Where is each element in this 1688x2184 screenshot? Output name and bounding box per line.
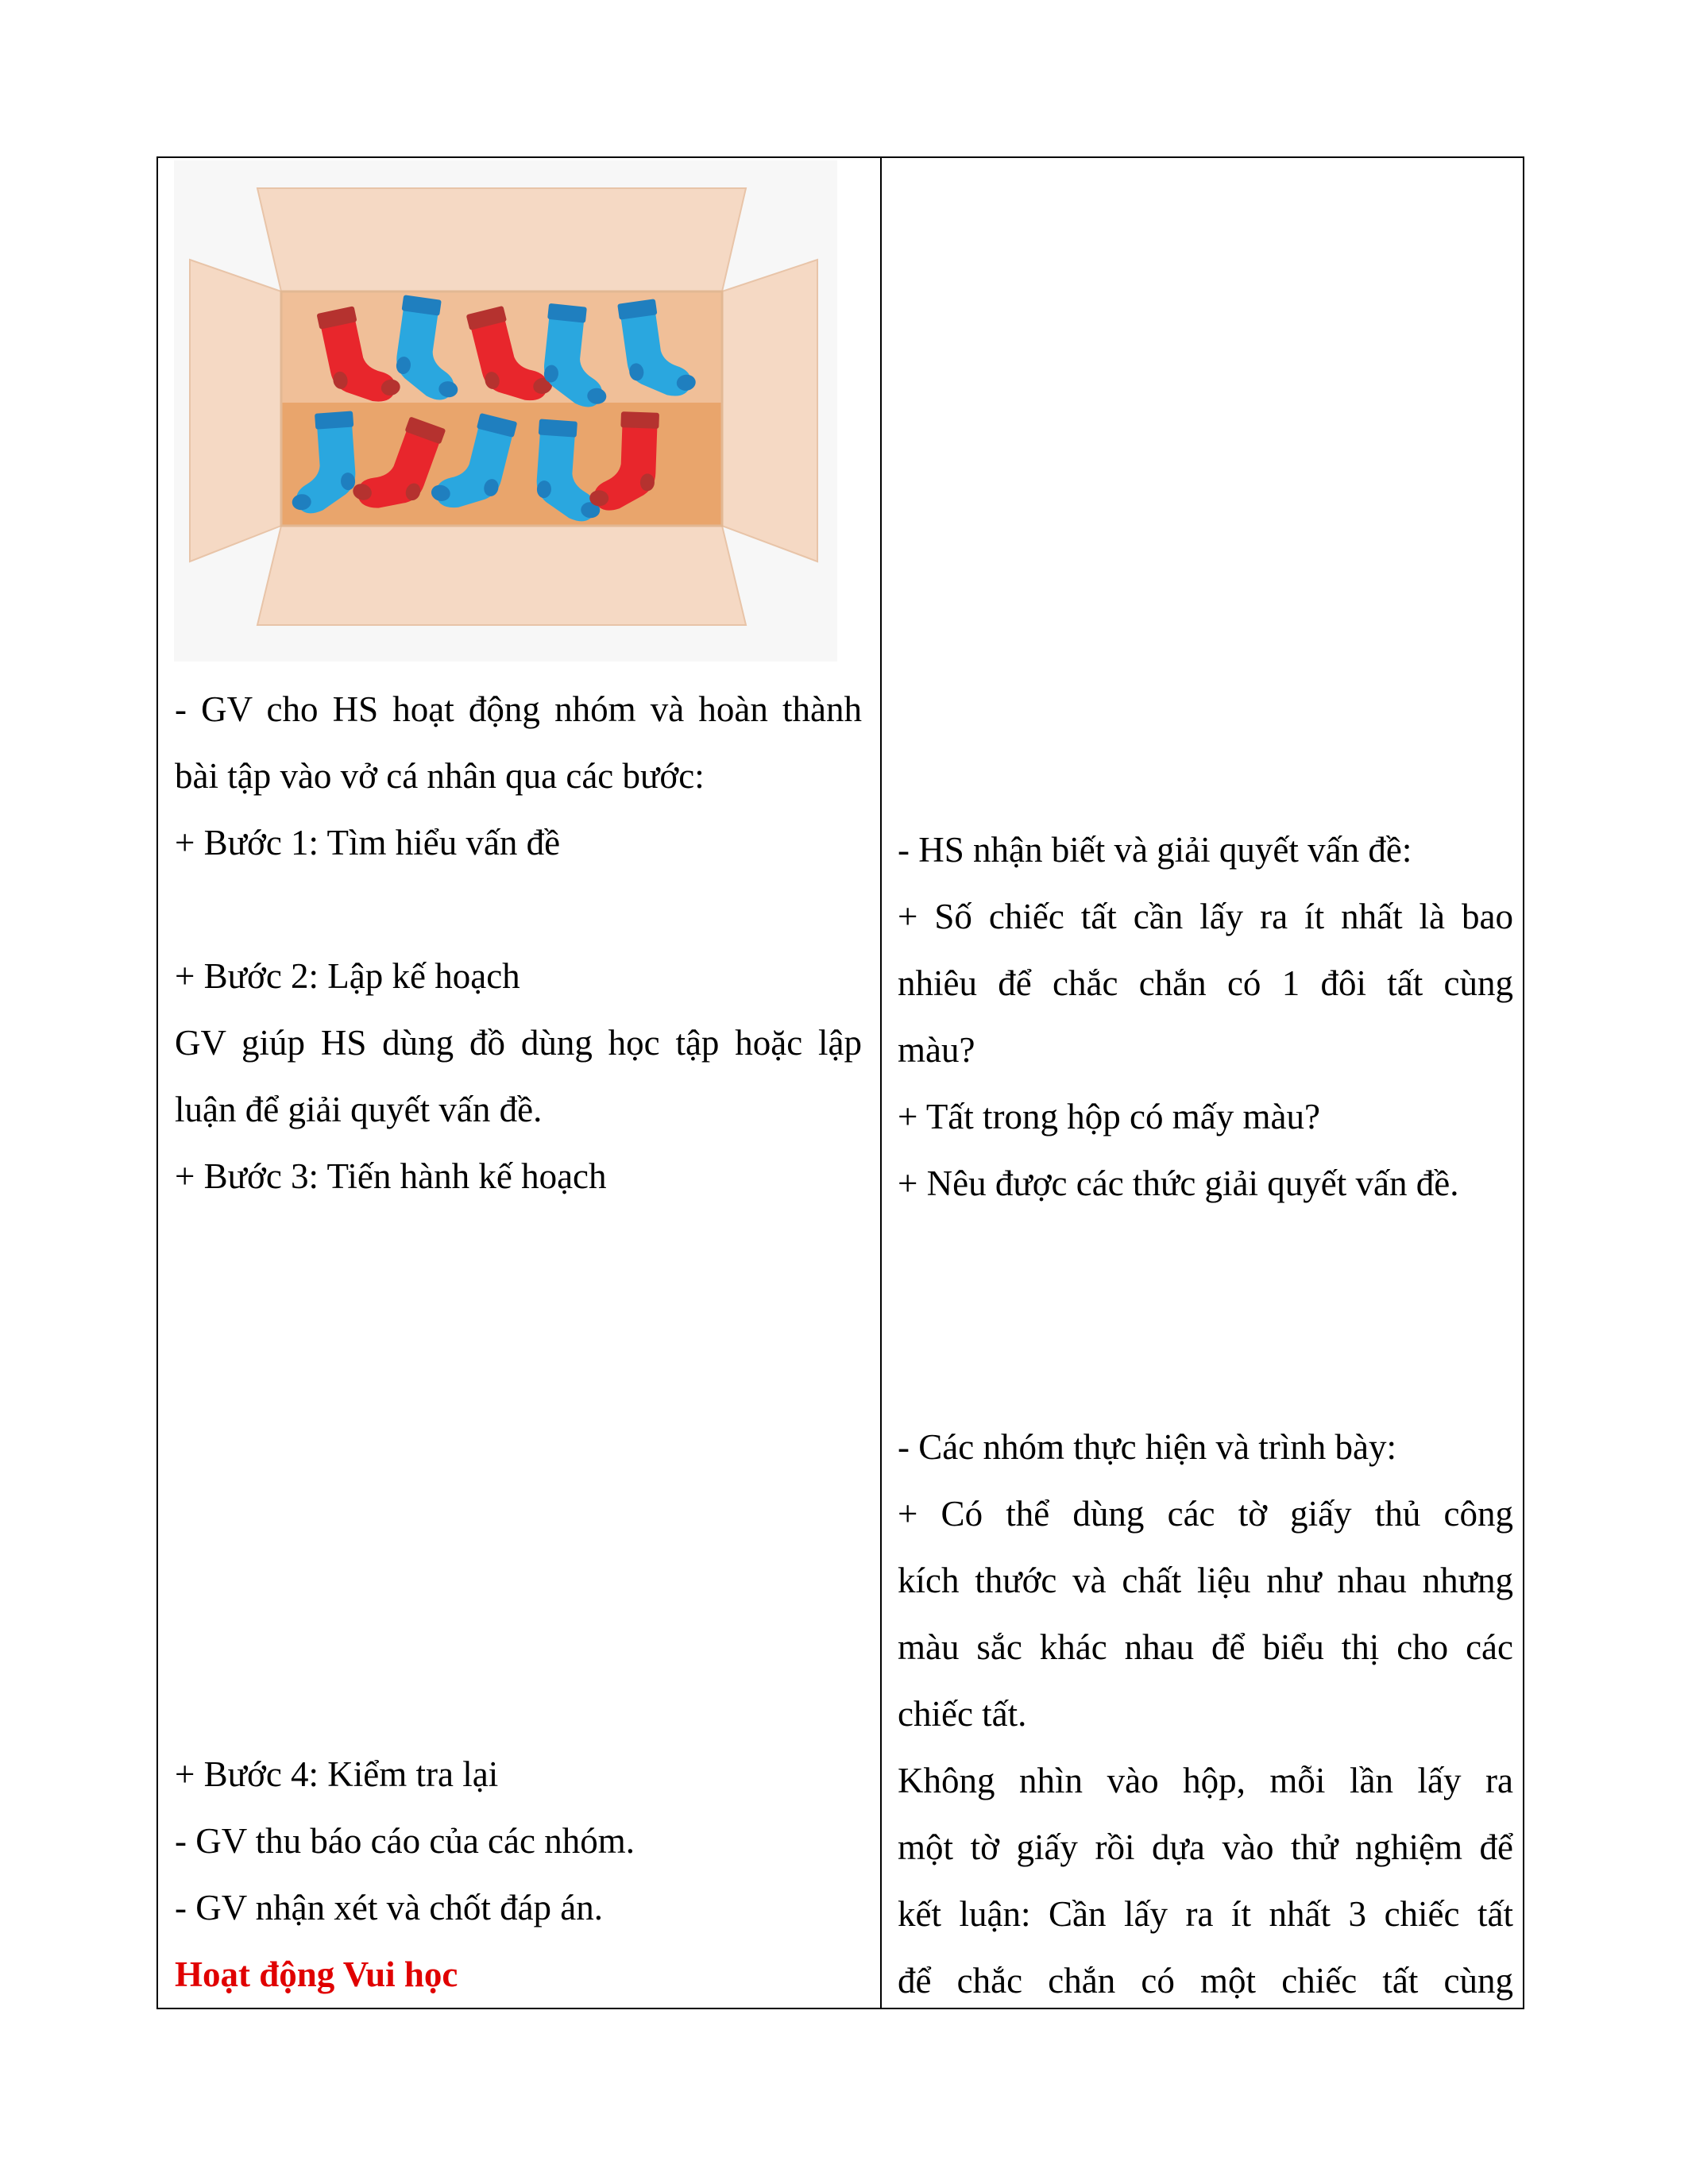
section-heading: Hoạt động Vui học [175,1954,458,1994]
left-line-2: bài tập vào vở cá nhân qua các bước: [175,756,705,796]
right-line-1: - HS nhận biết và giải quyết vấn đề: [898,830,1412,870]
step-1-label: + Bước 1: Tìm hiểu vấn đề [175,823,561,862]
right-line-7: - Các nhóm thực hiện và trình bày: [898,1427,1396,1467]
right-line-5: + Tất trong hộp có mấy màu? [898,1097,1320,1136]
right-line-4: màu? [898,1030,975,1070]
left-line-9: - GV thu báo cáo của các nhóm. [175,1821,635,1861]
right-line-13: một tờ giấy rồi dựa vào thử nghiệm để [898,1827,1513,1867]
right-line-6: + Nêu được các thức giải quyết vấn đề. [898,1163,1459,1203]
left-line-6: luận để giải quyết vấn đề. [175,1090,543,1129]
step-3-label: + Bước 3: Tiến hành kế hoạch [175,1156,607,1196]
step-4-label: + Bước 4: Kiểm tra lại [175,1754,499,1794]
right-line-2: + Số chiếc tất cần lấy ra ít nhất là bao [898,897,1513,936]
left-line-1: - GV cho HS hoạt động nhóm và hoàn thành [175,689,862,729]
left-line-10: - GV nhận xét và chốt đáp án. [175,1888,604,1927]
right-line-8: + Có thể dùng các tờ giấy thủ công [898,1494,1513,1534]
right-line-9: kích thước và chất liệu như nhau nhưng [898,1561,1513,1600]
box-right-flap [722,260,817,561]
column-divider [880,158,882,2008]
right-line-12: Không nhìn vào hộp, mỗi lần lấy ra [898,1761,1513,1800]
box-of-socks-illustration [174,160,837,662]
step-2-label: + Bước 2: Lập kế hoạch [175,956,520,996]
right-line-15: để chắc chắn có một chiếc tất cùng [898,1961,1513,2001]
right-line-11: chiếc tất. [898,1694,1027,1734]
box-left-flap [190,260,281,561]
box-top-flap [257,188,746,291]
lesson-table [156,156,1524,2009]
box-bottom-flap [257,526,746,625]
left-line-5: GV giúp HS dùng đồ dùng học tập hoặc lập [175,1023,862,1063]
right-line-3: nhiêu để chắc chắn có 1 đôi tất cùng [898,963,1513,1003]
right-line-10: màu sắc khác nhau để biểu thị cho các [898,1627,1513,1667]
right-line-14: kết luận: Cần lấy ra ít nhất 3 chiếc tất [898,1894,1513,1934]
